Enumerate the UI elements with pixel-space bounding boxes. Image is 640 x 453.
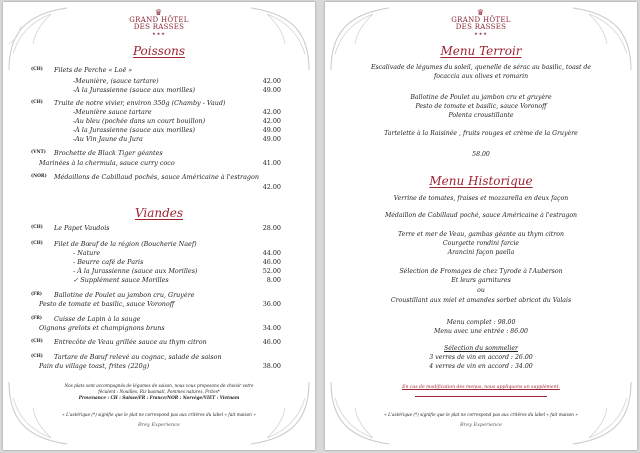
dish-price: 41.00 (262, 159, 281, 167)
provenance-code: (CH) (31, 100, 43, 105)
dish-price: 34.00 (262, 324, 281, 332)
logo-stars: ★★★ (152, 31, 166, 36)
dish-price: 42.00 (262, 77, 281, 85)
dish-name: Le Papet Vaudois (54, 224, 110, 232)
sommelier-title: Sélection du sommelier (444, 345, 518, 352)
crown-icon: ♛ (154, 8, 164, 17)
dish-price: 49.00 (262, 86, 281, 94)
dish-name: Cuisse de Lapin à la sauge (54, 315, 141, 323)
dish-name: Oignons grelots et champignons bruns (39, 324, 165, 332)
dish-variant: - Nature (73, 249, 101, 257)
dish-variant: - Beurre café de Paris (73, 258, 144, 266)
provenance-code: (CH) (31, 339, 43, 344)
logo-line-1: GRAND HÔTEL (129, 16, 189, 24)
dish-name: Médaillons de Cabillaud pochés, sauce Américaine à l'estragon (54, 173, 259, 181)
provenance-code: (CH) (31, 354, 43, 359)
dish-variant: -Meunière sauce tartare (73, 108, 152, 116)
dish-variant: -Au bleu (pochée dans un court bouillon) (73, 117, 206, 125)
historique-line: Verrine de tomates, fraises et mozzarella en deux façon (393, 195, 569, 202)
provenance-code: (CH) (31, 241, 43, 246)
historique-line: Et leurs garnitures (451, 277, 511, 284)
dish-price: 42.00 (262, 117, 281, 125)
dish-price: 52.00 (262, 267, 281, 275)
provenance-code: (CH) (31, 225, 43, 230)
dish-name: Filet de Bœuf de la région (Boucherie Naef) (54, 240, 197, 248)
terroir-line: Ballotine de Poulet au jambon cru et gruyère (410, 94, 552, 101)
dish-variant: -À la Jurassienne (sauce aux morilles) (73, 86, 195, 94)
logo-stars: ★★★ (474, 31, 488, 36)
dish-price: 44.00 (262, 249, 281, 257)
section-title-viandes: Viandes (134, 206, 184, 220)
section-title-poissons: Poissons (132, 44, 186, 58)
dish-name: Tartare de Bœuf relevé au cognac, salade de saison (54, 353, 222, 361)
dish-price: 38.00 (262, 362, 281, 370)
historique-line: ou (477, 287, 485, 294)
dish-price: 36.00 (262, 300, 281, 308)
terroir-line: focaccia aux olives et romarin (433, 73, 529, 80)
dish-name: Brochette de Black Tiger géantes (54, 149, 163, 157)
dish-variant: -Meunière, (sauce tartare) (73, 77, 159, 85)
terroir-line: Pesto de tomate et basilic, sauce Voronoff (415, 103, 547, 110)
dish-name: Filets de Perche « Loë » (54, 66, 133, 74)
dish-name: Entrecôte de Veau grillée sauce au thym citron (54, 338, 207, 346)
historique-line: Courgette rondini farcie (442, 240, 520, 247)
crown-icon: ♛ (476, 8, 486, 17)
dish-name: Pain du village toast, frites (220g) (39, 362, 150, 370)
signature: Brey Experience (138, 422, 180, 428)
dish-name: Marinées à la chermula, sauce curry coco (39, 159, 175, 167)
section-title-terroir: Menu Terroir (440, 44, 522, 58)
dish-variant: ✓ Supplément sauce Morilles (73, 276, 169, 284)
sommelier-line: 3 verres de vin en accord : 26.00 (429, 354, 533, 361)
label-footnote: « L'astérique (*) signifie que le plat ne correspond pas aux critères du label « fait maison » (62, 412, 256, 417)
historique-line: Arancini façon paella (447, 249, 515, 256)
dish-price: 8.00 (266, 276, 281, 284)
provenance-code: (FR) (31, 316, 42, 321)
dish-variant: - À la Jurassienne (sauce aux Morilles) (73, 267, 198, 275)
signature: Brey Experience (460, 422, 502, 428)
dish-price: 46.00 (262, 338, 281, 346)
section-title-historique: Menu Historique (429, 174, 533, 188)
logo-line-2: DES RASSES (455, 23, 507, 31)
menu-complet-price: Menu complet : 98.00 (446, 319, 516, 326)
accompaniment-note: Nos plats sont accompagnés de légumes de saison, nous vous proposons de choisir votre (64, 383, 254, 388)
dish-variant: -À la Jurassienne (sauce aux morilles) (73, 126, 195, 134)
historique-line: Sélection de Fromages de chez Tyrode à l'Auberson (399, 268, 563, 275)
logo-line-2: DES RASSES (133, 23, 185, 31)
historique-line: Terre et mer de Veau, gambas géante au thym citron (398, 231, 564, 238)
dish-price: 42.00 (262, 183, 281, 191)
modification-note: En cas de modification des menus, nous appliquons un supplément. (402, 385, 560, 390)
terroir-line: Polenta croustillante (448, 112, 514, 119)
terroir-line: Escalivade de légumes du soleil, quenelle de sérac au basilic, toast de (370, 64, 592, 71)
dish-name: Pesto de tomate et basilic, sauce Voronoff (39, 300, 175, 308)
terroir-line: Tartelette à la Raisinée , fruits rouges et crème de la Gruyère (384, 130, 578, 137)
provenance-code: (VNT) (31, 150, 46, 155)
dish-name: Ballotine de Poulet au jambon cru, Gruyère (54, 291, 195, 299)
dish-price: 28.00 (262, 224, 281, 232)
dish-name: Truite de notre vivier, environ 350g (Chamby - Vaud) (54, 99, 226, 107)
label-footnote: « L'astérique (*) signifie que le plat ne correspond pas aux critères du label « fait maison » (384, 412, 578, 417)
sommelier-line: 4 verres de vin en accord : 34.00 (429, 363, 533, 370)
terroir-price: 58.00 (472, 151, 490, 158)
provenance-code: (NOR) (31, 174, 47, 179)
hotel-logo (3, 9, 315, 36)
dish-price: 49.00 (262, 135, 281, 143)
starch-note: féculent : Nouilles, Riz basmati, Pommes natures, Frites* (98, 389, 220, 394)
divider (415, 396, 547, 397)
provenance-code: (CH) (31, 67, 43, 72)
logo-line-1: GRAND HÔTEL (451, 16, 511, 24)
dish-variant: -Au Vin Jaune du Jura (73, 135, 143, 143)
historique-line: Croustillant aux miel et amandes sorbet abricot du Valais (390, 297, 572, 304)
menu-page-right (325, 2, 637, 450)
provenance-code: (FR) (31, 292, 42, 297)
dish-price: 46.00 (262, 258, 281, 266)
menu-page-left (3, 2, 315, 450)
hotel-logo (325, 9, 637, 36)
historique-line: Médaillon de Cabillaud poché, sauce Américaine à l'estragon (384, 212, 578, 219)
provenance-note: Provenance : CH : Suisse/FR : France/NOR : Norvège/VIET : Vietnam (78, 395, 240, 400)
dish-price: 42.00 (262, 108, 281, 116)
dish-price: 49.00 (262, 126, 281, 134)
menu-entree-price: Menu avec une entrée : 86.00 (434, 328, 528, 335)
